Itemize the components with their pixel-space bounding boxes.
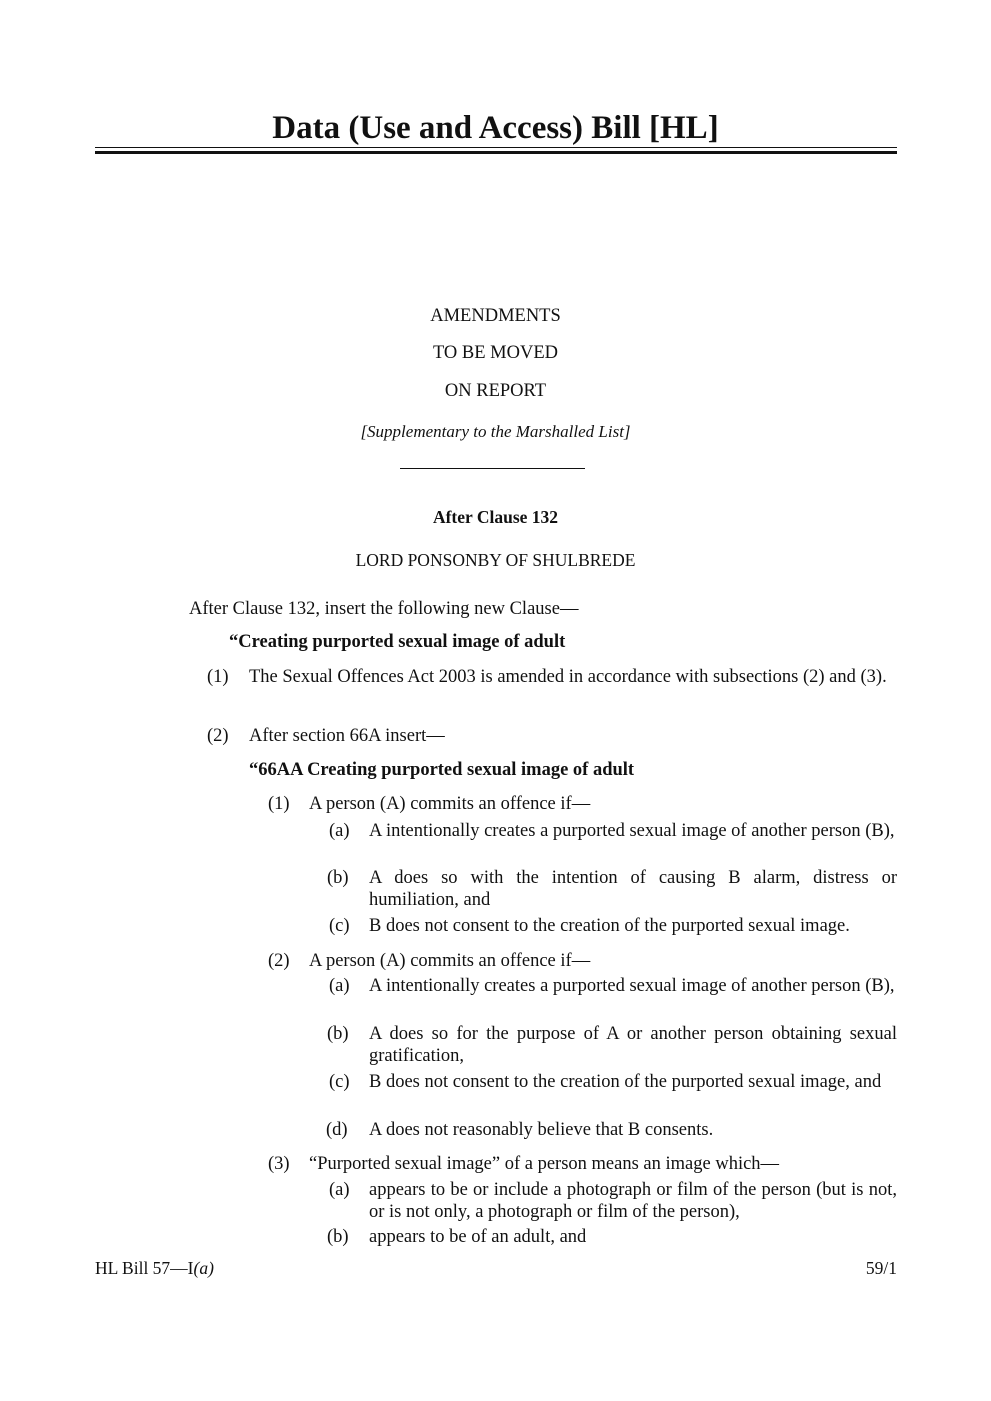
heading-note: [Supplementary to the Marshalled List] bbox=[360, 422, 631, 441]
s2-b-num: (b) bbox=[327, 1024, 349, 1044]
bill-ref-suffix: (a) bbox=[193, 1258, 214, 1278]
s3-b-text: appears to be of an adult, and bbox=[369, 1227, 587, 1247]
s2-a-text: A intentionally creates a purported sexual image of another person (B), bbox=[369, 976, 895, 996]
s1-a-text: A intentionally creates a purported sexual image of another person (B), bbox=[369, 821, 895, 841]
s1-text: A person (A) commits an offence if— bbox=[309, 794, 591, 814]
sub2-text: After section 66A insert— bbox=[249, 726, 445, 746]
s2-c-text: B does not consent to the creation of the purported sexual image, and bbox=[369, 1072, 882, 1092]
footer-page-number: 59/1 bbox=[865, 1258, 897, 1278]
sub1-text: The Sexual Offences Act 2003 is amended in accordance with subsections (2) and (3). bbox=[249, 667, 887, 687]
s2-c-num: (c) bbox=[329, 1072, 350, 1092]
sub1-num: (1) bbox=[207, 667, 229, 687]
sub2-num: (2) bbox=[207, 726, 229, 746]
s1-c-num: (c) bbox=[329, 916, 350, 936]
intro-text: After Clause 132, insert the following new Clause— bbox=[189, 599, 579, 619]
section-heading: After Clause 132 bbox=[432, 507, 559, 527]
s2-num: (2) bbox=[268, 951, 290, 971]
title-rule-thick bbox=[95, 151, 897, 154]
document-title: Data (Use and Access) Bill [HL] bbox=[272, 110, 719, 146]
heading-on-report: ON REPORT bbox=[444, 381, 547, 401]
s2-d-num: (d) bbox=[326, 1120, 348, 1140]
s3-a-num: (a) bbox=[329, 1180, 350, 1200]
clause-title: “Creating purported sexual image of adult bbox=[229, 632, 566, 652]
heading-to-be-moved: TO BE MOVED bbox=[432, 343, 559, 363]
s1-a-num: (a) bbox=[329, 821, 350, 841]
new-section-title: “66AA Creating purported sexual image of adult bbox=[249, 760, 635, 780]
footer-bill-ref bbox=[95, 1257, 214, 1279]
mover-name: LORD PONSONBY OF SHULBREDE bbox=[355, 550, 636, 570]
s3-a-text: appears to be or include a photograph or film of the person (but is not, or is not only, a photograph or film of the person), bbox=[369, 1180, 897, 1222]
s2-d-text: A does not reasonably believe that B consents. bbox=[369, 1120, 714, 1140]
s2-a-num: (a) bbox=[329, 976, 350, 996]
heading-amendments: AMENDMENTS bbox=[430, 306, 561, 326]
bill-ref: HL Bill 57—I bbox=[95, 1258, 194, 1278]
s2-text: A person (A) commits an offence if— bbox=[309, 951, 591, 971]
s3-num: (3) bbox=[268, 1154, 290, 1174]
s1-num: (1) bbox=[268, 794, 290, 814]
s1-b-text: A does so with the intention of causing B alarm, distress or humiliation, and bbox=[369, 868, 897, 910]
s3-b-num: (b) bbox=[327, 1227, 349, 1247]
s2-b-text: A does so for the purpose of A or another person obtaining sexual gratification, bbox=[369, 1024, 897, 1066]
s1-b-num: (b) bbox=[327, 868, 349, 888]
s3-text: “Purported sexual image” of a person means an image which— bbox=[309, 1154, 780, 1174]
title-rule-thin bbox=[95, 147, 897, 148]
heading-rule bbox=[400, 468, 585, 469]
s1-c-text: B does not consent to the creation of the purported sexual image. bbox=[369, 916, 850, 936]
